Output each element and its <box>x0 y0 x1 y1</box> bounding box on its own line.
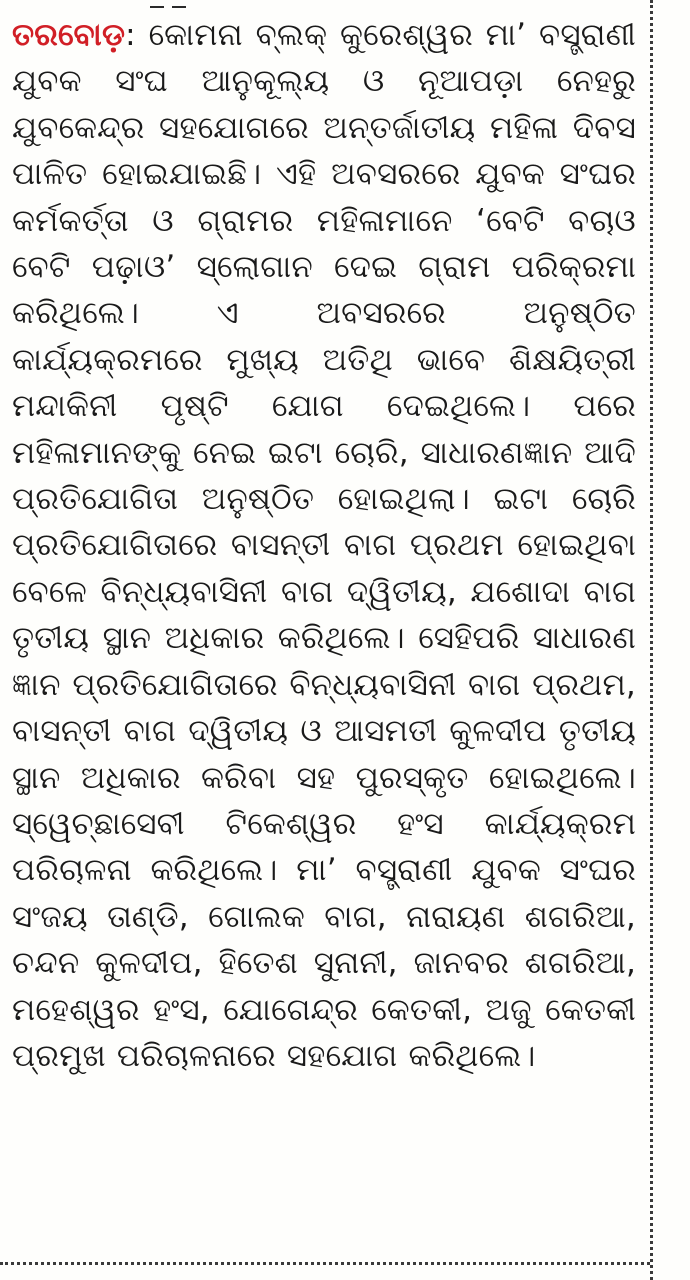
bottom-divider <box>0 1262 650 1265</box>
dateline-separator: : <box>125 17 149 53</box>
column-divider <box>650 0 653 1280</box>
dateline: ତରବୋଡ଼ <box>12 17 126 53</box>
article-text: କୋମନା ବ୍ଲକ୍ କୁରେଶ୍ୱର ମା’ ବସ୍ତ୍ରାଣୀ ଯୁବକ ସଂଘ ଆନୁକୂଲ୍ୟ ଓ ନୂଆପଡ଼ା ନେହରୁ ଯୁବକେନ୍ଦ୍ର ସହଯୋଗରେ ଅନ୍ତର୍ଜାତୀୟ ମହିଳା ଦିବସ ପାଳିତ ହୋଇଯାଇଛି। ଏହି ଅବସରରେ ଯୁବକ ସଂଘର କର୍ମକର୍ତ୍ତା ଓ ଗ୍ରାମର ମହିଳାମାନେ ‘ବେଟି ବଚାଓ ବେଟି ପଢ଼ାଓ’ ସ୍ଲୋଗାନ ଦେଇ ଗ୍ରାମ ପରିକ୍ରମା କରିଥିଲେ। ଏ ଅବସରରେ ଅନୁଷ୍ଠିତ କାର୍ଯ୍ୟକ୍ରମରେ ମୁଖ୍ୟ ଅତିଥି ଭାବେ ଶିକ୍ଷୟିତ୍ରୀ ମନ୍ଦାକିନୀ ପୃଷ୍ଟି ଯୋଗ ଦେଇଥିଲେ। ପରେ ମହିଳାମାନଙ୍କୁ ନେଇ ଇଟା ଚୋରି, ସାଧାରଣଜ୍ଞାନ ଆଦି ପ୍ରତିଯୋଗିତା ଅନୁଷ୍ଠିତ ହୋଇଥିଲା। ଇଟା ଚୋରି ପ୍ରତିଯୋଗିତାରେ ବାସନ୍ତୀ ବାଗ ପ୍ରଥମ ହୋଇଥିବା ବେଳେ ବିନ୍ଧ୍ୟବାସିନୀ ବାଗ ଦ୍ୱିତୀୟ, ଯଶୋଦା ବାଗ ତୃତୀୟ ସ୍ଥାନ ଅଧିକାର କରିଥିଲେ। ସେହିପରି ସାଧାରଣ ଜ୍ଞାନ ପ୍ରତିଯୋଗିତାରେ ବିନ୍ଧ୍ୟବାସିନୀ ବାଗ ପ୍ରଥମ, ବାସନ୍ତୀ ବାଗ ଦ୍ୱିତୀୟ ଓ ଆସମତୀ କୁଳଦୀପ ତୃତୀୟ ସ୍ଥାନ ଅଧିକାର କରିବା ସହ ପୁରସ୍କୃତ ହୋଇଥିଲେ। ସ୍ୱେଚ୍ଛାସେବୀ ଟିକେଶ୍ୱର ହଂସ କାର୍ଯ୍ୟକ୍ରମ ପରିଚାଳନା କରିଥିଲେ। ମା’ ବସ୍ତ୍ରାଣୀ ଯୁବକ ସଂଘର ସଂଜୟ ତାଣ୍ଡି, ଗୋଲକ ବାଗ, ନାରାୟଣ ଶଗରିଆ, ଚନ୍ଦନ କୁଳଦୀପ, ହିତେଶ ସୁନାନୀ, ଜାନବର ଶଗରିଆ, ମହେଶ୍ୱର ହଂସ, ଯୋଗେନ୍ଦ୍ର କେତକୀ, ଅଜୁ କେତକୀ ପ୍ରମୁଖ ପରିଚାଳନାରେ ସହଯୋଗ କରିଥିଲେ। <box>12 17 637 1074</box>
article-body <box>12 12 636 1252</box>
previous-column-fragment <box>150 0 210 8</box>
